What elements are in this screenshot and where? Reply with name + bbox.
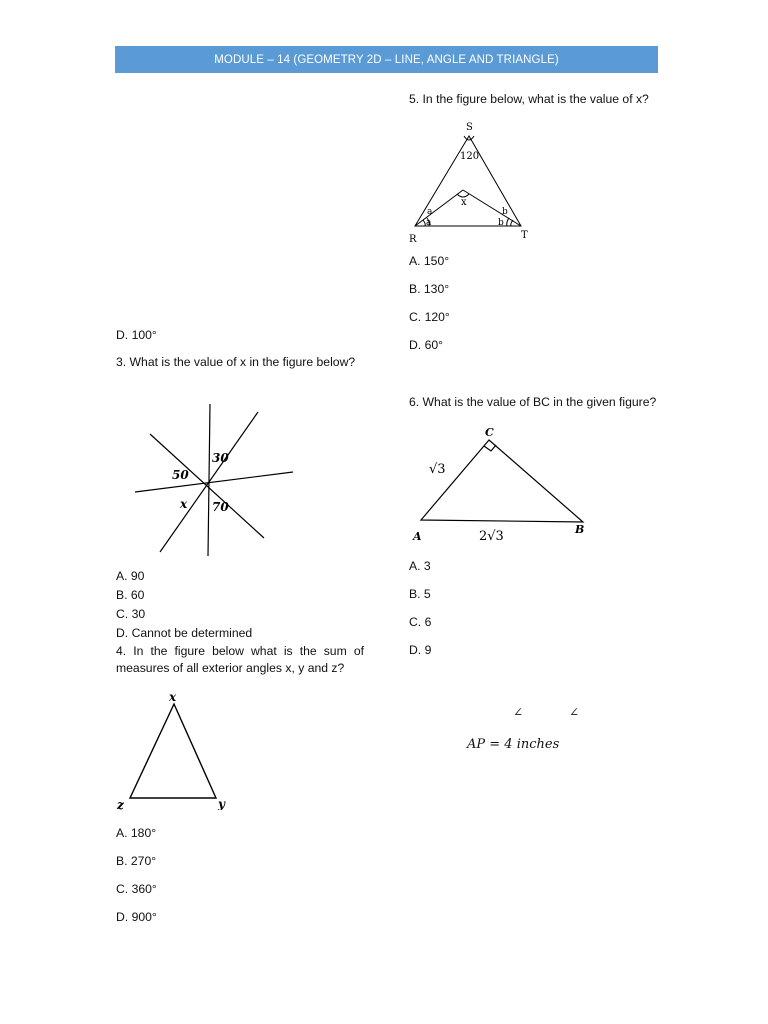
fig4-label-y: y (218, 797, 225, 810)
fig6-label-AC: √3 (429, 462, 446, 477)
q3-option-d: D. Cannot be determined (116, 626, 253, 640)
q3-option-c: C. 30 (116, 607, 146, 621)
fig6-label-A: A (413, 530, 422, 543)
q5-option-b: B. 130° (409, 282, 450, 296)
fig5-label-T: T (521, 230, 528, 241)
fig5-label-b1: b (502, 207, 508, 217)
fig6-label-C: C (485, 426, 494, 439)
fig3-label-70: 70 (212, 500, 229, 514)
question-6-figure (405, 422, 600, 547)
module-header (115, 46, 658, 73)
angle-symbol-1: ∠ (513, 705, 524, 719)
q4-option-d: D. 900° (116, 910, 157, 924)
module-title: MODULE – 14 (GEOMETRY 2D – LINE, ANGLE AND TRIANGLE) (214, 53, 559, 66)
q4-option-c: C. 360° (116, 882, 157, 896)
fig4-label-z: z (117, 798, 124, 810)
question-3-text: 3. What is the value of x in the figure below? (116, 355, 356, 369)
q5-option-a: A. 150° (409, 254, 450, 268)
angle-symbol-2: ∠ (569, 705, 580, 719)
q5-option-d: D. 60° (409, 338, 444, 352)
question-5-figure (405, 118, 535, 246)
fig5-label-a2: a (426, 218, 432, 228)
q6-option-b: B. 5 (409, 587, 431, 601)
question-4-text: 4. In the figure below what is the sum of measures of all exterior angles x, y and z? (116, 644, 364, 675)
question-5-text: 5. In the figure below, what is the value of x? (409, 92, 649, 106)
equation-ap: AP = 4 inches (467, 737, 560, 752)
q4-option-b: B. 270° (116, 854, 157, 868)
fig6-label-AB: 2√3 (479, 529, 504, 544)
question-6-text: 6. What is the value of BC in the given figure? (409, 395, 657, 409)
q6-option-a: A. 3 (409, 559, 431, 573)
fig4-label-x: x (169, 690, 177, 704)
fig5-label-S: S (466, 122, 473, 133)
question-4-figure (112, 690, 232, 810)
prev-option-d: D. 100° (116, 328, 157, 342)
fig5-label-a1: a (427, 207, 433, 217)
fig3-label-50: 50 (172, 468, 189, 482)
fig3-label-x: x (180, 497, 188, 511)
q4-option-a: A. 180° (116, 826, 157, 840)
fig5-label-x: x (461, 197, 467, 208)
q5-option-c: C. 120° (409, 310, 450, 324)
fig3-label-30: 30 (212, 451, 229, 465)
fig6-label-B: B (575, 523, 585, 536)
fig5-label-b2: b (498, 218, 504, 228)
q6-option-d: D. 9 (409, 643, 432, 657)
q3-option-a: A. 90 (116, 569, 145, 583)
question-3-figure (130, 400, 300, 560)
q6-option-c: C. 6 (409, 615, 432, 629)
fig5-label-120: 120 (460, 151, 480, 162)
fig5-label-R: R (409, 234, 417, 245)
q3-option-b: B. 60 (116, 588, 145, 602)
